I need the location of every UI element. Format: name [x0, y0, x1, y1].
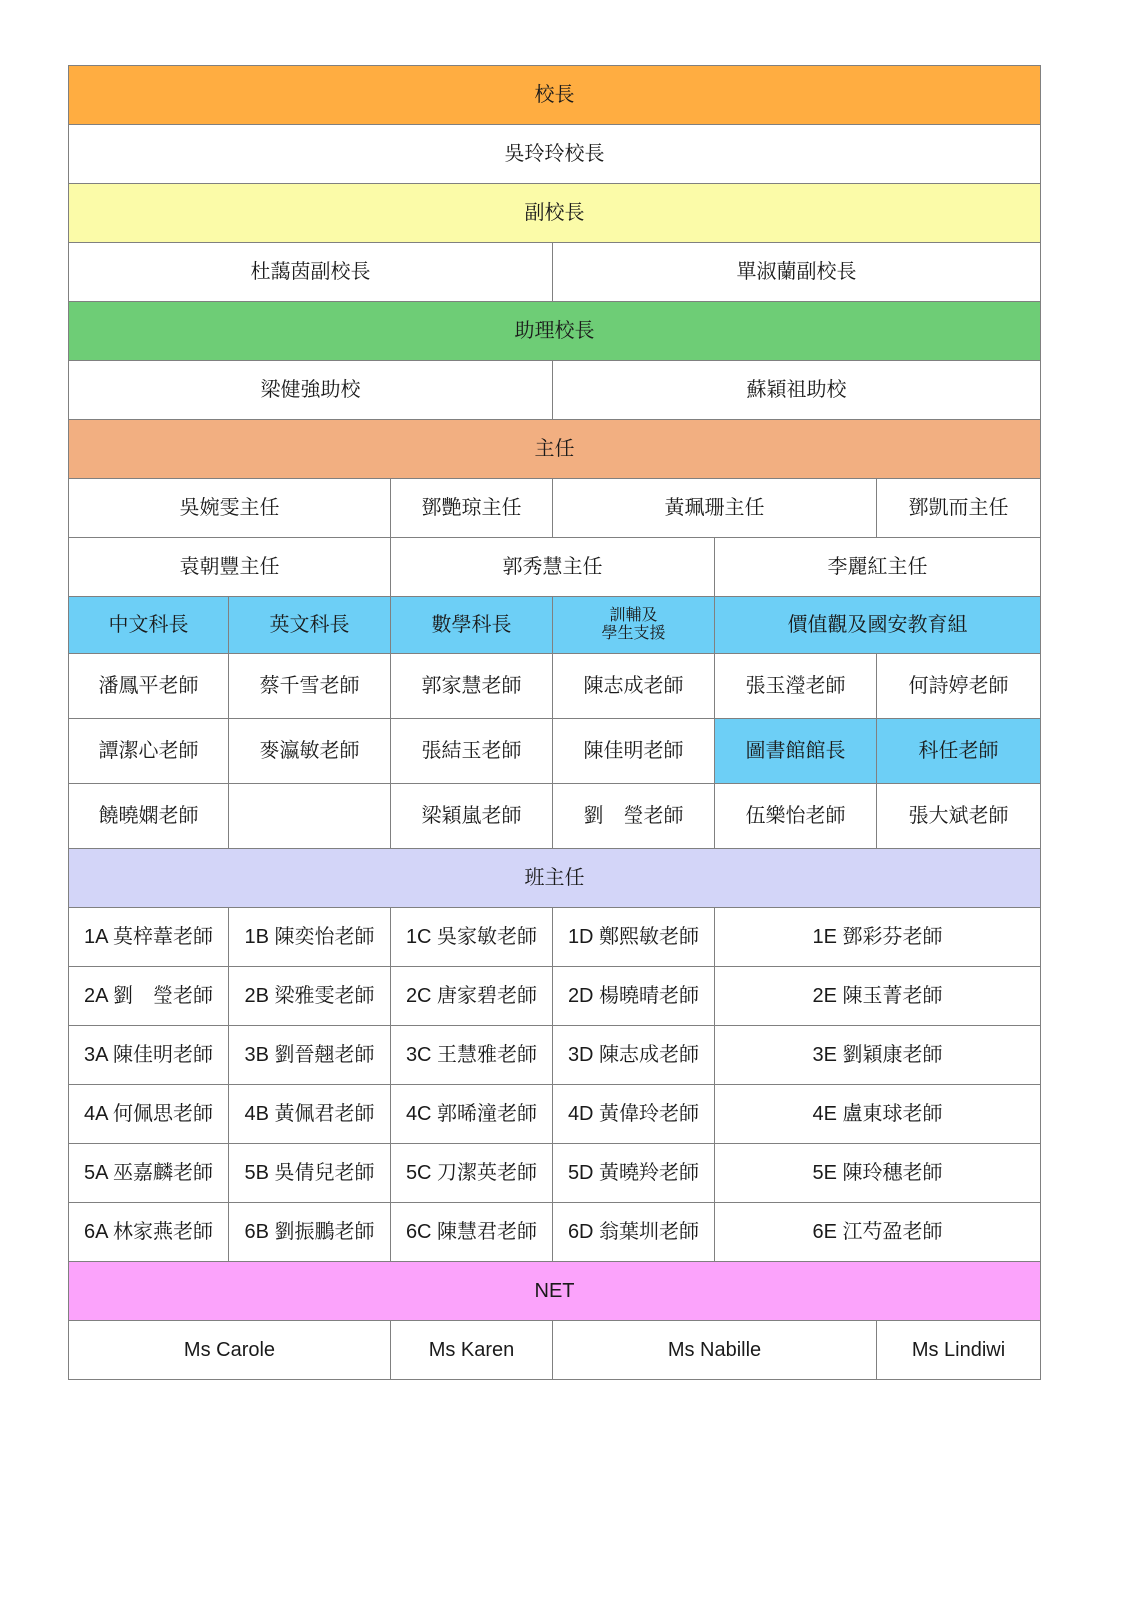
master-band-title: 主任: [69, 420, 1041, 479]
vice-principal-name-2: 單淑蘭副校長: [553, 243, 1041, 302]
subject-teacher-cell: 張大斌老師: [877, 784, 1041, 849]
subject-head-english: 英文科長: [229, 597, 391, 654]
organization-chart-table: [68, 65, 1041, 1380]
subject-teacher-cell: 郭家慧老師: [391, 654, 553, 719]
subject-teacher-row-1: [69, 654, 1041, 719]
master-name-6: 郭秀慧主任: [391, 538, 715, 597]
discipline-support-line-1: 訓輔及: [609, 606, 658, 624]
subject-teacher-row-2: [69, 719, 1041, 784]
class-teacher-cell: 3C 王慧雅老師: [391, 1026, 553, 1085]
subject-teacher-cell: 伍樂怡老師: [715, 784, 877, 849]
subject-teacher-cell: 蔡千雪老師: [229, 654, 391, 719]
subject-teacher-cell: 劉 瑩老師: [553, 784, 715, 849]
subject-teacher-cell: 何詩婷老師: [877, 654, 1041, 719]
subject-head-maths: 數學科長: [391, 597, 553, 654]
vice-principal-band-title: 副校長: [69, 184, 1041, 243]
master-name-row-2: [69, 538, 1041, 597]
specialist-teacher-label: 科任老師: [877, 719, 1041, 784]
subject-head-chinese: 中文科長: [69, 597, 229, 654]
class-teacher-cell: 5C 刀潔英老師: [391, 1144, 553, 1203]
net-band-title: NET: [69, 1262, 1041, 1321]
class-teacher-cell: 1D 鄭熙敏老師: [553, 908, 715, 967]
class-teacher-cell: 4B 黃佩君老師: [229, 1085, 391, 1144]
subject-teacher-cell: 麥瀛敏老師: [229, 719, 391, 784]
subject-teacher-cell-empty: [229, 784, 391, 849]
subject-teacher-cell: 陳志成老師: [553, 654, 715, 719]
class-teacher-cell: 3E 劉穎康老師: [715, 1026, 1041, 1085]
class-teacher-band-row: [69, 849, 1041, 908]
class-teacher-row: [69, 1085, 1041, 1144]
master-name-row-1: [69, 479, 1041, 538]
master-name-5: 袁朝豐主任: [69, 538, 391, 597]
library-head-label: 圖書館館長: [715, 719, 877, 784]
principal-band-title: 校長: [69, 66, 1041, 125]
master-name-2: 鄧艷琼主任: [391, 479, 553, 538]
subject-teacher-row-3: [69, 784, 1041, 849]
assistant-principal-band-title: 助理校長: [69, 302, 1041, 361]
subject-teacher-cell: 饒曉嫻老師: [69, 784, 229, 849]
class-teacher-cell: 1C 吳家敏老師: [391, 908, 553, 967]
assistant-principal-name-1: 梁健強助校: [69, 361, 553, 420]
class-teacher-row: [69, 1144, 1041, 1203]
subject-teacher-cell: 譚潔心老師: [69, 719, 229, 784]
net-teacher-1: Ms Carole: [69, 1321, 391, 1380]
class-teacher-cell: 2C 唐家碧老師: [391, 967, 553, 1026]
class-teacher-cell: 3D 陳志成老師: [553, 1026, 715, 1085]
class-teacher-cell: 2E 陳玉菁老師: [715, 967, 1041, 1026]
assistant-principal-name-row: [69, 361, 1041, 420]
assistant-principal-name-2: 蘇穎祖助校: [553, 361, 1041, 420]
principal-name-row: [69, 125, 1041, 184]
class-teacher-cell: 1B 陳奕怡老師: [229, 908, 391, 967]
vice-principal-name-row: [69, 243, 1041, 302]
subject-teacher-cell: 張結玉老師: [391, 719, 553, 784]
class-teacher-cell: 6C 陳慧君老師: [391, 1203, 553, 1262]
net-name-row: [69, 1321, 1041, 1380]
vice-principal-band-row: [69, 184, 1041, 243]
class-teacher-cell: 6B 劉振鵬老師: [229, 1203, 391, 1262]
class-teacher-cell: 2D 楊曉晴老師: [553, 967, 715, 1026]
net-band-row: [69, 1262, 1041, 1321]
subject-teacher-cell: 張玉瀅老師: [715, 654, 877, 719]
class-teacher-row: [69, 1026, 1041, 1085]
master-name-3: 黃珮珊主任: [553, 479, 877, 538]
subject-teacher-cell: 陳佳明老師: [553, 719, 715, 784]
master-name-7: 李麗紅主任: [715, 538, 1041, 597]
class-teacher-cell: 1A 莫梓葦老師: [69, 908, 229, 967]
class-teacher-cell: 6A 林家燕老師: [69, 1203, 229, 1262]
discipline-support-line-2: 學生支援: [601, 625, 666, 642]
class-teacher-row: [69, 1203, 1041, 1262]
class-teacher-cell: 4E 盧東球老師: [715, 1085, 1041, 1144]
class-teacher-cell: 3A 陳佳明老師: [69, 1026, 229, 1085]
subject-teacher-cell: 潘鳳平老師: [69, 654, 229, 719]
subject-head-header-row: [69, 597, 1041, 654]
class-teacher-cell: 3B 劉晉翹老師: [229, 1026, 391, 1085]
class-teacher-cell: 6E 江芍盈老師: [715, 1203, 1041, 1262]
class-teacher-row: [69, 967, 1041, 1026]
principal-name: 吳玲玲校長: [69, 125, 1041, 184]
class-teacher-cell: 5D 黃曉羚老師: [553, 1144, 715, 1203]
master-name-4: 鄧凱而主任: [877, 479, 1041, 538]
subject-teacher-cell: 梁穎嵐老師: [391, 784, 553, 849]
assistant-principal-band-row: [69, 302, 1041, 361]
class-teacher-cell: 1E 鄧彩芬老師: [715, 908, 1041, 967]
net-teacher-2: Ms Karen: [391, 1321, 553, 1380]
master-band-row: [69, 420, 1041, 479]
class-teacher-cell: 5A 巫嘉麟老師: [69, 1144, 229, 1203]
subject-head-discipline-support: [553, 597, 715, 654]
principal-band-row: [69, 66, 1041, 125]
net-teacher-3: Ms Nabille: [553, 1321, 877, 1380]
class-teacher-cell: 5B 吳倩兒老師: [229, 1144, 391, 1203]
class-teacher-cell: 5E 陳玲穗老師: [715, 1144, 1041, 1203]
vice-principal-name-1: 杜藹茵副校長: [69, 243, 553, 302]
net-teacher-4: Ms Lindiwi: [877, 1321, 1041, 1380]
class-teacher-cell: 2A 劉 瑩老師: [69, 967, 229, 1026]
subject-head-values-national-security: 價值觀及國安教育組: [715, 597, 1041, 654]
class-teacher-cell: 4A 何佩思老師: [69, 1085, 229, 1144]
class-teacher-cell: 2B 梁雅雯老師: [229, 967, 391, 1026]
class-teacher-cell: 6D 翁葉圳老師: [553, 1203, 715, 1262]
class-teacher-cell: 4C 郭晞潼老師: [391, 1085, 553, 1144]
master-name-1: 吳婉雯主任: [69, 479, 391, 538]
class-teacher-cell: 4D 黃偉玲老師: [553, 1085, 715, 1144]
class-teacher-row: [69, 908, 1041, 967]
class-teacher-band-title: 班主任: [69, 849, 1041, 908]
